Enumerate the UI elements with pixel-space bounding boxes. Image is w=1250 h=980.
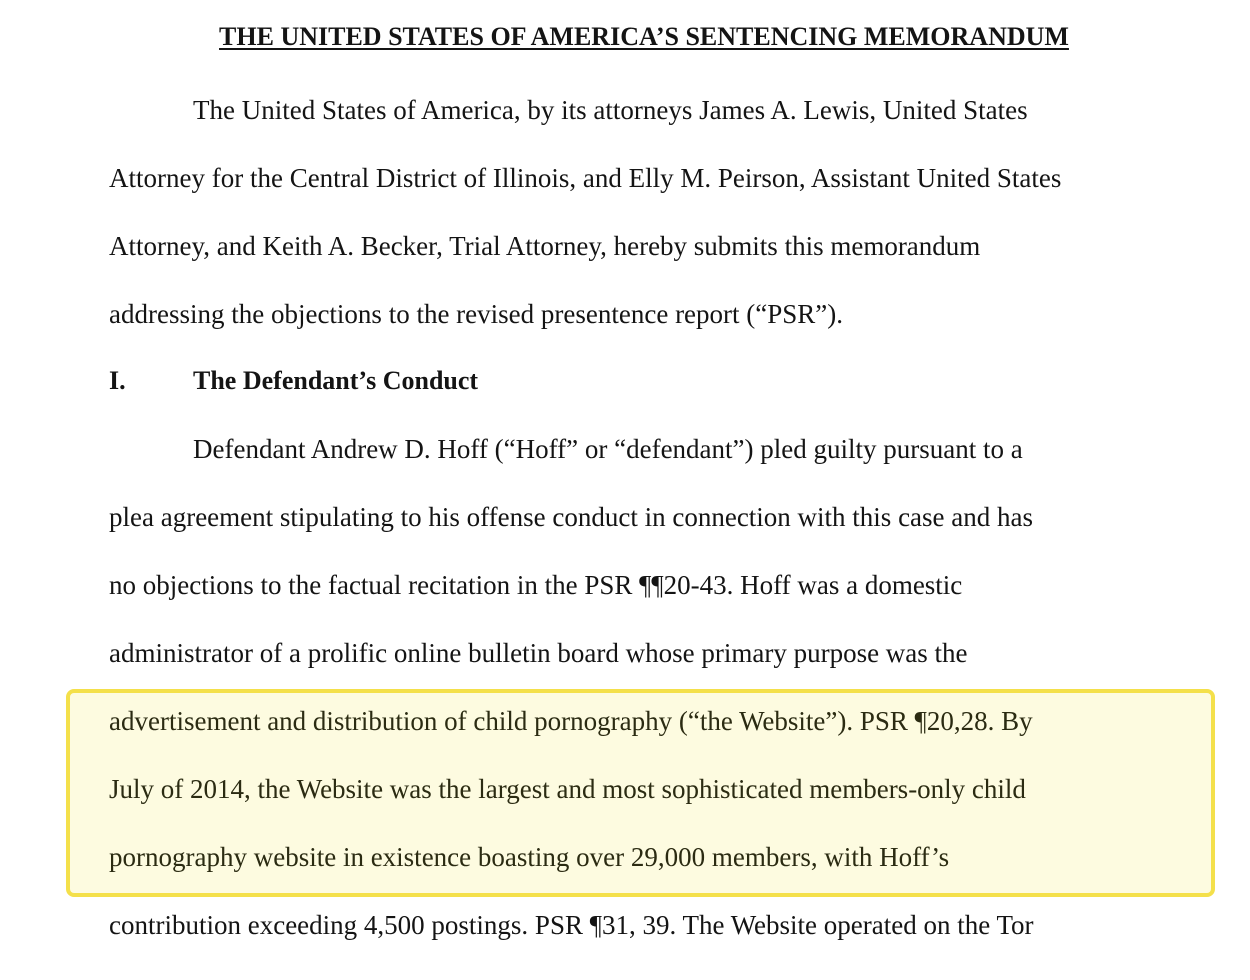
highlighted-line: pornography website in existence boasting over 29,000 members, with Hoff’s — [109, 842, 950, 872]
paragraph-line: Defendant Andrew D. Hoff (“Hoff” or “defendant”) pled guilty pursuant to a — [193, 434, 1023, 464]
paragraph-line: Attorney for the Central District of Illinois, and Elly M. Peirson, Assistant United States — [109, 163, 1062, 193]
paragraph-line: plea agreement stipulating to his offense conduct in connection with this case and has — [109, 502, 1033, 532]
paragraph-line: addressing the objections to the revised presentence report (“PSR”). — [109, 299, 844, 329]
paragraph-line: administrator of a prolific online bulletin board whose primary purpose was the — [109, 638, 968, 668]
document-title: THE UNITED STATES OF AMERICA’S SENTENCING MEMORANDUM — [219, 22, 1069, 51]
paragraph-line: Attorney, and Keith A. Becker, Trial Attorney, hereby submits this memorandum — [109, 231, 981, 261]
section-title: The Defendant’s Conduct — [193, 366, 479, 395]
paragraph-line: no objections to the factual recitation in the PSR ¶¶20-43. Hoff was a domestic — [109, 570, 963, 600]
section-number: I. — [109, 366, 126, 395]
highlighted-line: July of 2014, the Website was the largest and most sophisticated members-only child — [109, 774, 1026, 804]
paragraph-line: The United States of America, by its attorneys James A. Lewis, United States — [193, 95, 1028, 125]
paragraph-line: contribution exceeding 4,500 postings. PSR ¶31, 39. The Website operated on the Tor — [109, 910, 1034, 940]
highlighted-line: advertisement and distribution of child pornography (“the Website”). PSR ¶20,28. By — [109, 706, 1033, 736]
